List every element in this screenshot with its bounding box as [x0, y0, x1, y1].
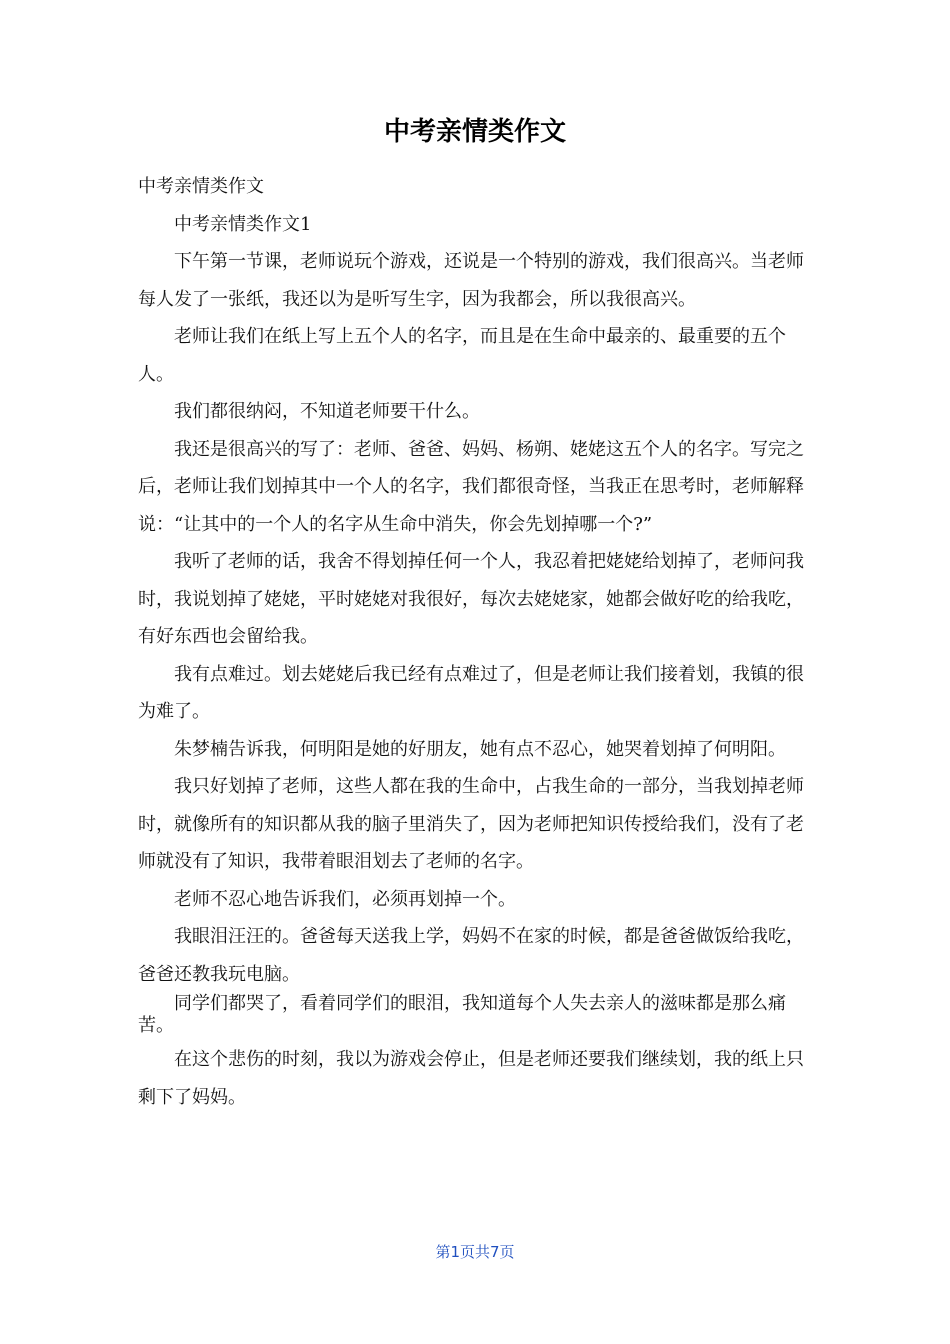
paragraph-6: 我有点难过。划去姥姥后我已经有点难过了，但是老师让我们接着划，我镇的很为难了。 [138, 663, 804, 722]
paragraph-1: 下午第一节课，老师说玩个游戏，还说是一个特别的游戏，我们很高兴。当老师每人发了一张纸，我还以为是听写生字，因为我都会，所以我很高兴。 [138, 251, 804, 310]
paragraph-2: 老师让我们在纸上写上五个人的名字，而且是在生命中最亲的、最重要的五个人。 [138, 326, 786, 385]
document-body [138, 168, 808, 1116]
paragraph-8: 我只好划掉了老师，这些人都在我的生命中，占我生命的一部分，当我划掉老师时，就像所有的知识都从我的脑子里消失了，因为老师把知识传授给我们，没有了老师就没有了知识，我带着眼泪划去了老师的名字。 [138, 776, 804, 872]
paragraph-11: 同学们都哭了，看着同学们的眼泪，我知道每个人失去亲人的滋味都是那么痛苦。 [138, 993, 786, 1036]
paragraph-7: 朱梦楠告诉我，何明阳是她的好朋友，她有点不忍心，她哭着划掉了何明阳。 [174, 738, 786, 760]
section-heading: 中考亲情类作文1 [174, 213, 312, 235]
paragraph-5: 我听了老师的话，我舍不得划掉任何一个人，我忍着把姥姥给划掉了，老师问我时，我说划掉了姥姥，平时姥姥对我很好，每次去姥姥家，她都会做好吃的给我吃，有好东西也会留给我。 [138, 551, 804, 647]
paragraph-9: 老师不忍心地告诉我们，必须再划掉一个。 [174, 888, 516, 910]
paragraph-10: 我眼泪汪汪的。爸爸每天送我上学，妈妈不在家的时候，都是爸爸做饭给我吃，爸爸还教我玩电脑。 [138, 926, 804, 985]
page-title: 中考亲情类作文 [383, 117, 566, 147]
page-number-footer: 第1页共7页 [435, 1243, 515, 1261]
paragraph-4: 我还是很高兴的写了：老师、爸爸、妈妈、杨朔、姥姥这五个人的名字。写完之后，老师让我们划掉其中一个人的名字，我们都很奇怪，当我正在思考时，老师解释说：“让其中的一个人的名字从生命中消失，你会先划掉哪一个?” [138, 438, 804, 535]
paragraph-3: 我们都很纳闷，不知道老师要干什么。 [174, 401, 480, 422]
paragraph-12: 在这个悲伤的时刻，我以为游戏会停止，但是老师还要我们继续划，我的纸上只剩下了妈妈。 [138, 1049, 804, 1108]
document-subtitle: 中考亲情类作文 [138, 176, 264, 197]
